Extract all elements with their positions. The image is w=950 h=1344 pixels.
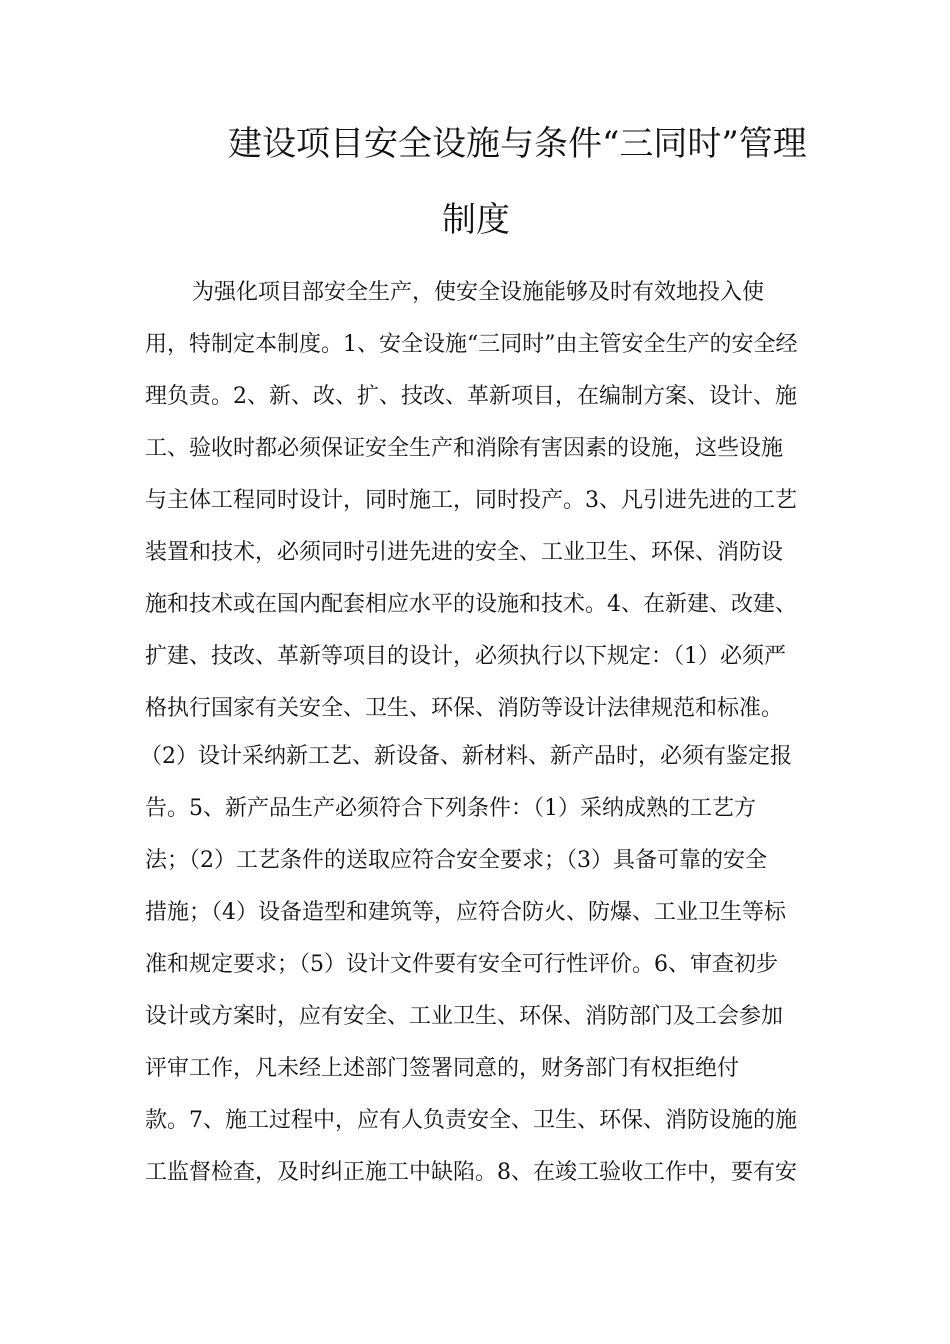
body-line: 为强化项目部安全生产，使安全设施能够及时有效地投入使 (192, 280, 765, 305)
document-title-line-1: 建设项目安全设施与条件“三同时”管理 (228, 124, 807, 164)
body-line: 告。5、新产品生产必须符合下列条件：（1）采纳成熟的工艺方 (145, 796, 756, 821)
body-line: 理负责。2、新、改、扩、技改、革新项目，在编制方案、设计、施 (145, 384, 797, 409)
body-line: 格执行国家有关安全、卫生、环保、消防等设计法律规范和标准。 (145, 696, 784, 721)
body-line: 扩建、技改、革新等项目的设计，必须执行以下规定：（1）必须严 (145, 644, 786, 669)
body-line: 准和规定要求；（5）设计文件要有安全可行性评价。6、审查初步 (145, 952, 778, 977)
body-line: 款。7、施工过程中，应有人负责安全、卫生、环保、消防设施的施 (145, 1108, 797, 1133)
body-line: 工、验收时都必须保证安全生产和消除有害因素的设施，这些设施 (145, 436, 784, 461)
body-line: （2）设计采纳新工艺、新设备、新材料、新产品时，必须有鉴定报 (140, 744, 792, 769)
body-line: 设计或方案时，应有安全、工业卫生、环保、消防部门及工会参加 (145, 1004, 784, 1029)
document-title-line-2: 制度 (442, 200, 510, 240)
body-line: 施和技术或在国内配套相应水平的设施和技术。4、在新建、改建、 (145, 592, 797, 617)
body-line: 法；（2）工艺条件的送取应符合安全要求；（3）具备可靠的安全 (145, 848, 767, 873)
body-line: 用，特制定本制度。1、安全设施“三同时”由主管安全生产的安全经 (145, 332, 798, 357)
body-line: 工监督检查，及时纠正施工中缺陷。8、在竣工验收工作中，要有安 (145, 1160, 797, 1185)
body-line: 装置和技术，必须同时引进先进的安全、工业卫生、环保、消防设 (145, 540, 784, 565)
body-line: 与主体工程同时设计，同时施工，同时投产。3、凡引进先进的工艺 (145, 488, 797, 513)
body-line: 评审工作，凡未经上述部门签署同意的，财务部门有权拒绝付 (145, 1056, 740, 1081)
body-line: 措施；（4）设备造型和建筑等，应符合防火、防爆、工业卫生等标 (145, 900, 786, 925)
